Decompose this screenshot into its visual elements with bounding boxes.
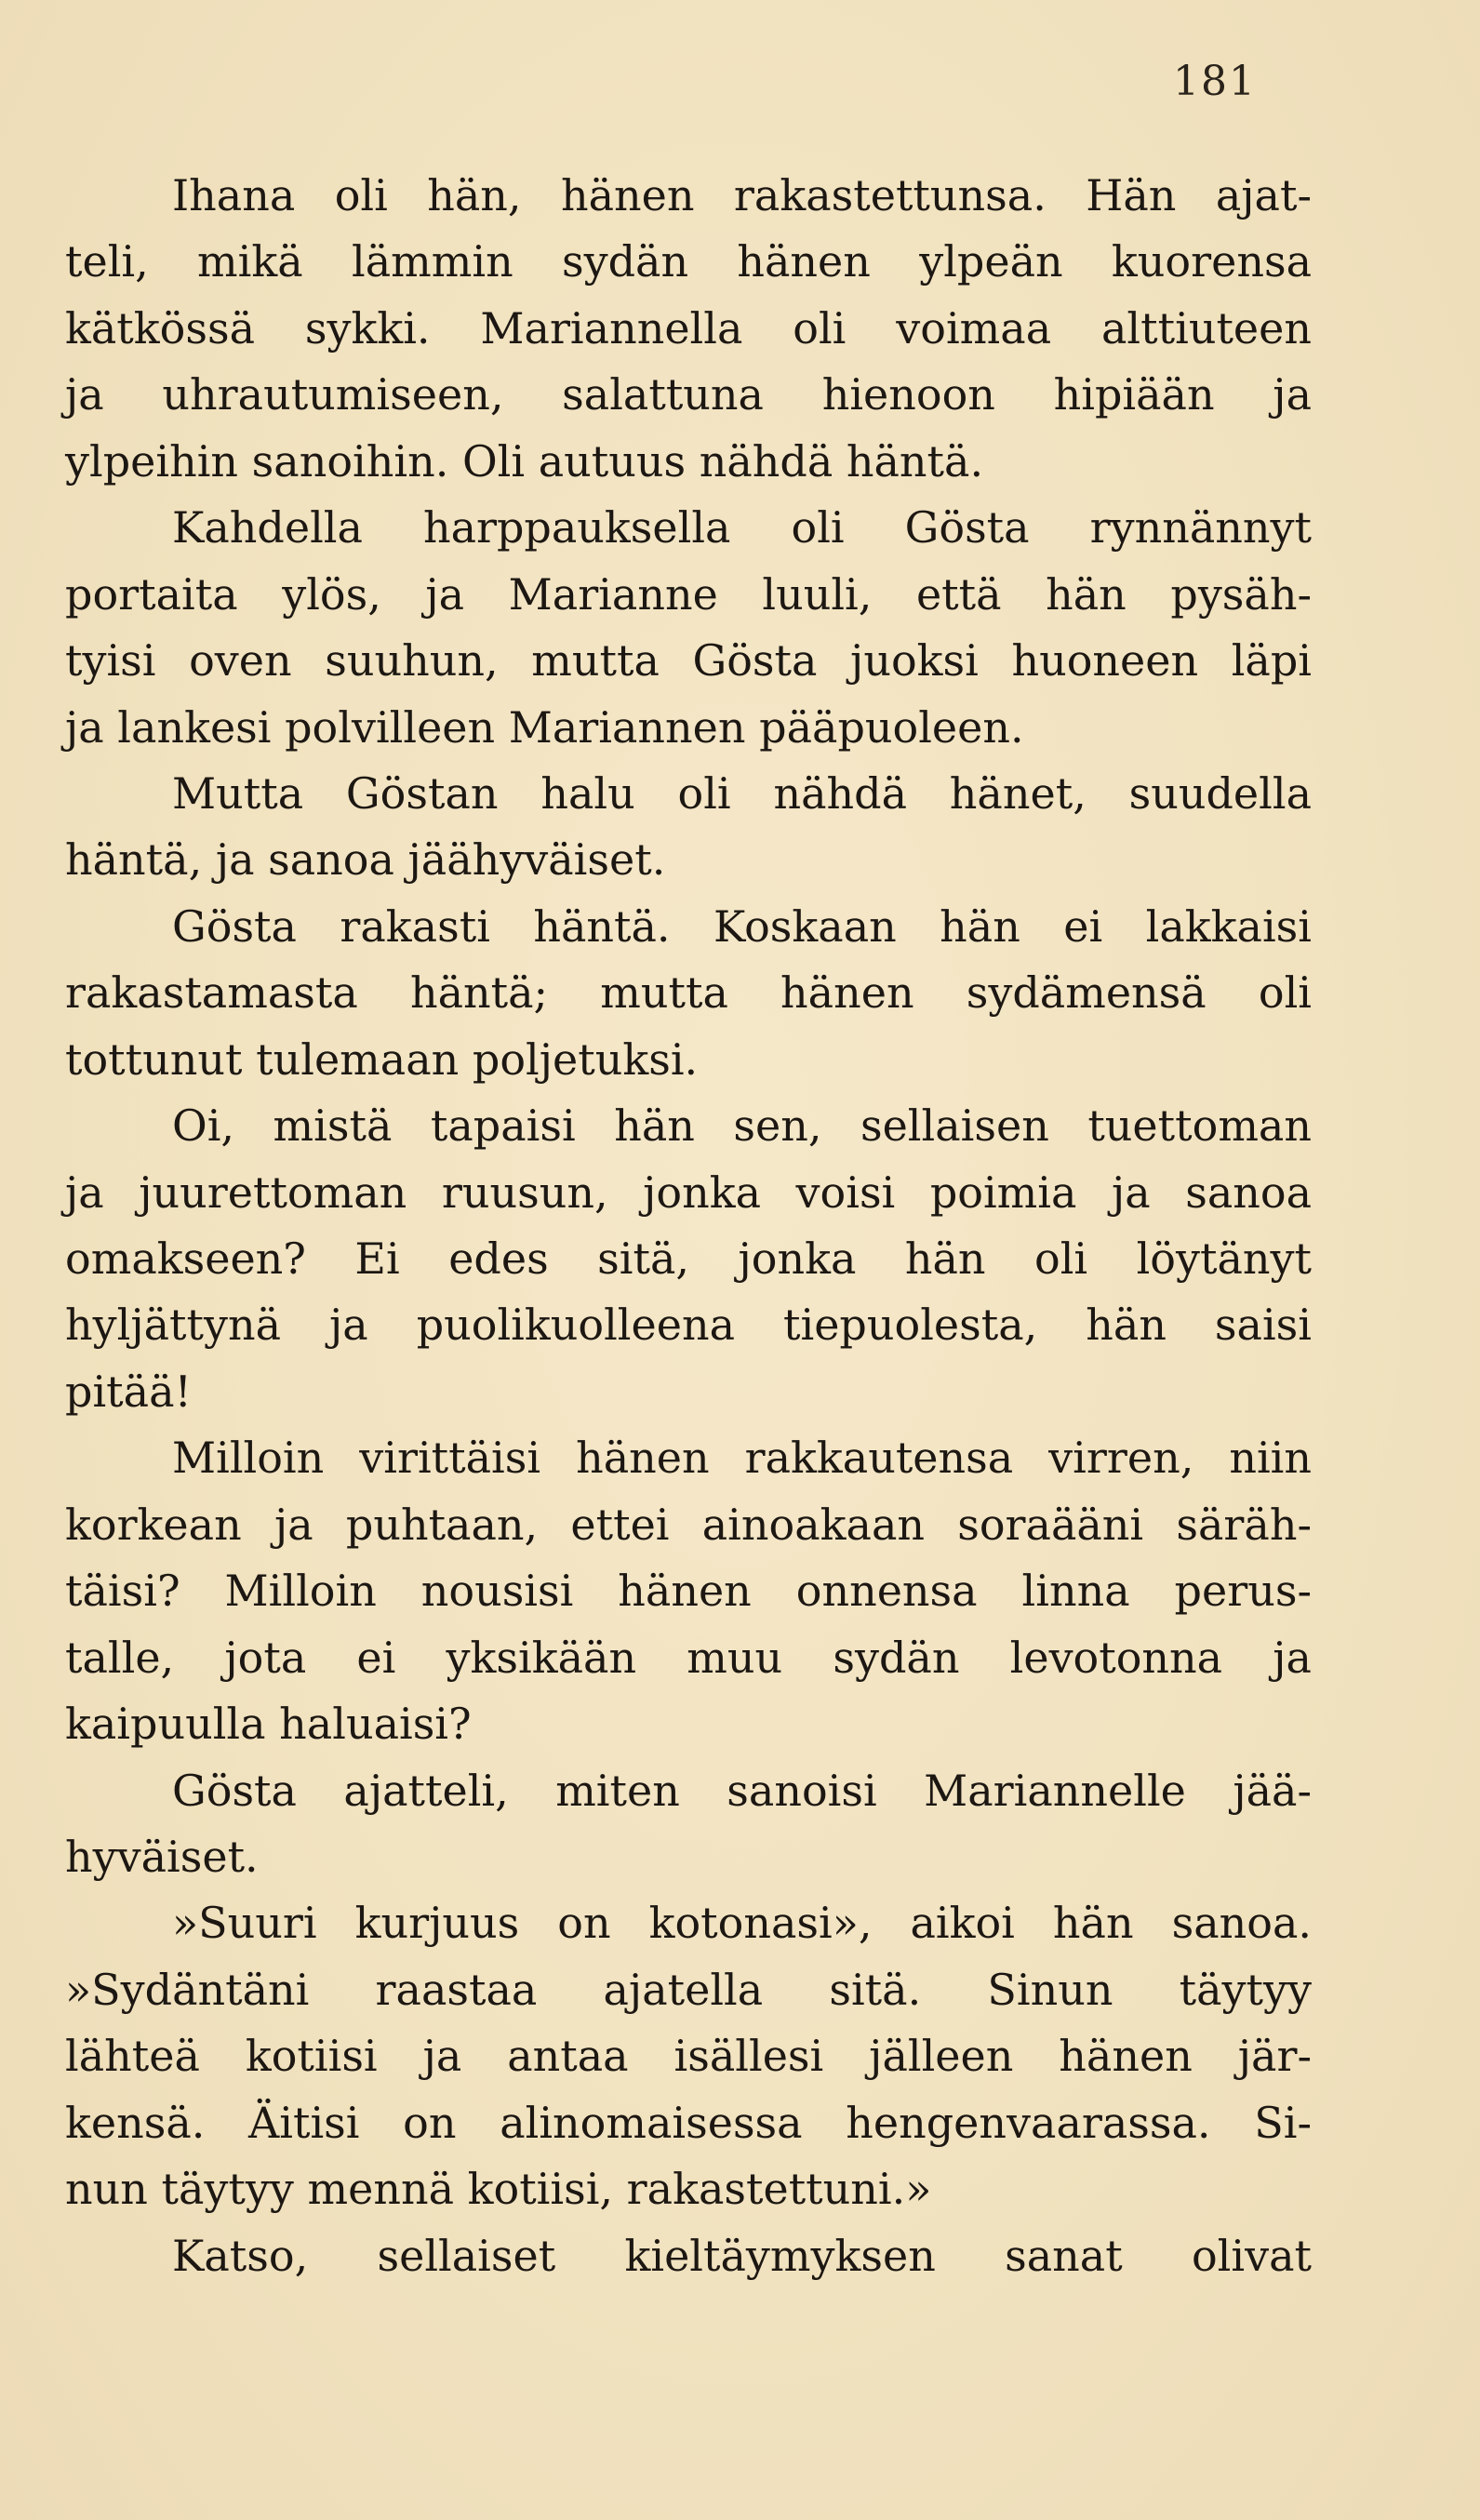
text-line: korkean ja puhtaan, ettei ainoakaan soraääni säräh- (65, 1499, 1312, 1550)
text-line: ja juurettoman ruusun, jonka voisi poimia ja sanoa (65, 1167, 1312, 1218)
text-line: täisi? Milloin nousisi hänen onnensa linna perus- (65, 1566, 1312, 1617)
page-number: 181 (1173, 58, 1257, 105)
text-line: Milloin virittäisi hänen rakkautensa virren, niin (172, 1433, 1312, 1484)
text-line: Katso, sellaiset kieltäymyksen sanat olivat (172, 2230, 1312, 2281)
text-line: ylpeihin sanoihin. Oli autuus nähdä häntä. (65, 435, 984, 487)
text-line: nun täytyy mennä kotiisi, rakastettuni.» (65, 2164, 932, 2215)
text-line: tottunut tulemaan poljetuksi. (65, 1033, 699, 1085)
text-line: »Suuri kurjuus on kotonasi», aikoi hän sanoa. (172, 1898, 1312, 1949)
text-line: Gösta ajatteli, miten sanoisi Mariannelle jää- (172, 1765, 1312, 1816)
text-line: kätkössä sykki. Mariannella oli voimaa alttiuteen (65, 302, 1312, 353)
text-line: talle, jota ei yksikään muu sydän levotonna ja (65, 1632, 1312, 1683)
text-line: hyväiset. (65, 1831, 259, 1882)
text-line: lähteä kotiisi ja antaa isällesi jälleen hänen jär- (65, 2031, 1312, 2082)
text-line: ja lankesi polvilleen Mariannen pääpuoleen. (65, 701, 1024, 753)
text-line: tyisi oven suuhun, mutta Gösta juoksi huoneen läpi (65, 635, 1312, 687)
text-line: Oi, mistä tapaisi hän sen, sellaisen tuettoman (172, 1100, 1312, 1152)
text-line: kensä. Äitisi on alinomaisessa hengenvaarassa. Si- (65, 2097, 1312, 2148)
text-line: pitää! (65, 1366, 192, 1417)
text-line: »Sydäntäni raastaa ajatella sitä. Sinun täytyy (65, 1964, 1312, 2015)
text-line: Mutta Göstan halu oli nähdä hänet, suudella (172, 767, 1312, 819)
text-line: teli, mikä lämmin sydän hänen ylpeän kuorensa (65, 236, 1312, 287)
text-line: portaita ylös, ja Marianne luuli, että hän pysäh- (65, 568, 1312, 620)
text-line: rakastamasta häntä; mutta hänen sydämensä oli (65, 967, 1312, 1019)
text-line: omakseen? Ei edes sitä, jonka hän oli löytänyt (65, 1233, 1312, 1284)
text-line: hyljättynä ja puolikuolleena tiepuolesta, hän saisi (65, 1300, 1312, 1351)
text-line: Gösta rakasti häntä. Koskaan hän ei lakkaisi (172, 900, 1312, 952)
text-line: häntä, ja sanoa jäähyväiset. (65, 834, 666, 886)
text-line: ja uhrautumiseen, salattuna hienoon hipiään ja (65, 369, 1312, 420)
text-line: Ihana oli hän, hänen rakastettunsa. Hän ajat- (172, 170, 1312, 220)
text-line: kaipuulla haluaisi? (65, 1699, 472, 1750)
text-line: Kahdella harppauksella oli Gösta rynnännyt (172, 502, 1312, 553)
body-text (65, 163, 1312, 2289)
